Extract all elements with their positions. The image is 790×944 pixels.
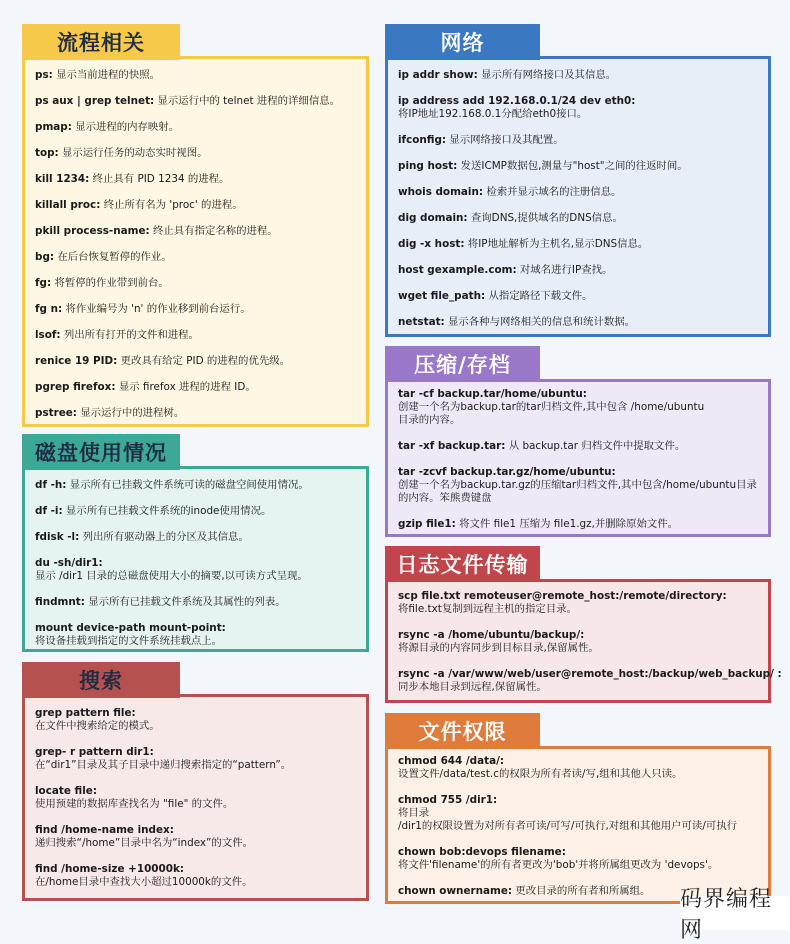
log-item: scp file.txt remoteuser@remote_host:/remote/directory: 将file.txt复制到远程主机的指定目录。 bbox=[398, 590, 727, 615]
process-item: pmap: 显示进程的内存映射。 bbox=[35, 121, 180, 133]
process-title: 流程相关 bbox=[22, 24, 180, 60]
disk-item: fdisk -l: 列出所有驱动器上的分区及其信息。 bbox=[35, 531, 249, 543]
disk-item: findmnt: 显示所有已挂载文件系统及其属性的列表。 bbox=[35, 596, 286, 608]
archive-title: 压缩/存档 bbox=[385, 346, 540, 382]
network-item: ip address add 192.168.0.1/24 dev eth0: 将IP地址192.168.0.1分配给eth0接口。 bbox=[398, 95, 636, 120]
network-item: dig domain: 查询DNS,提供域名的DNS信息。 bbox=[398, 212, 623, 224]
process-item: kill 1234: 终止具有 PID 1234 的进程。 bbox=[35, 173, 230, 185]
perm-item: chown ownername: 更改目录的所有者和所属组。 bbox=[398, 885, 651, 897]
network-item: ip addr show: 显示所有网络接口及其信息。 bbox=[398, 69, 617, 81]
network-title: 网络 bbox=[385, 24, 540, 60]
search-title: 搜索 bbox=[22, 662, 180, 698]
log-title: 日志文件传输 bbox=[385, 546, 540, 582]
perm-item: chmod 644 /data/: 设置文件/data/test.c的权限为所有者读/写,组和其他人只读。 bbox=[398, 755, 683, 780]
perm-item: chown bob:devops filename: 将文件'filename'的所有者更改为'bob'并将所属组更改为 'devops'。 bbox=[398, 846, 719, 871]
process-item: top: 显示运行任务的动态实时视图。 bbox=[35, 147, 208, 159]
network-panel bbox=[385, 56, 771, 337]
disk-item: df -h: 显示所有已挂载文件系统可读的磁盘空间使用情况。 bbox=[35, 479, 309, 491]
archive-item: tar -xf backup.tar: 从 backup.tar 归档文件中提取文件。 bbox=[398, 440, 686, 452]
network-item: whois domain: 检索并显示域名的注册信息。 bbox=[398, 186, 622, 198]
process-item: killall proc: 终止所有名为 'proc' 的进程。 bbox=[35, 199, 243, 211]
network-item: ping host: 发送ICMP数据包,测量与"host"之间的往返时间。 bbox=[398, 160, 688, 172]
network-item: host gexample.com: 对域名进行IP查找。 bbox=[398, 264, 613, 276]
disk-item: mount device-path mount-point: 将设备挂载到指定的文件系统挂载点上。 bbox=[35, 622, 226, 647]
search-item: find /home-size +10000k: 在/home目录中查找大小超过10000k的文件。 bbox=[35, 863, 253, 888]
process-item: fg n: 将作业编号为 'n' 的作业移到前台运行。 bbox=[35, 303, 251, 315]
search-item: grep pattern file: 在文件中搜索给定的模式。 bbox=[35, 707, 160, 732]
process-item: pgrep firefox: 显示 firefox 进程的进程 ID。 bbox=[35, 381, 256, 393]
search-item: locate file: 使用预建的数据库查找名为 "file" 的文件。 bbox=[35, 785, 234, 810]
archive-item: tar -zcvf backup.tar.gz/home/ubuntu: 创建一个名为backup.tar.gz的压缩tar归档文件,其中包含/home/ubuntu目录 的内容。笨熊费键盘 bbox=[398, 466, 757, 504]
search-item: find /home-name index: 递归搜索“/home”目录中名为“index”的文件。 bbox=[35, 824, 253, 849]
archive-panel bbox=[385, 379, 771, 537]
process-item: bg: 在后台恢复暂停的作业。 bbox=[35, 251, 172, 263]
perm-panel bbox=[385, 746, 771, 904]
network-item: netstat: 显示各种与网络相关的信息和统计数据。 bbox=[398, 316, 636, 328]
perm-item: chmod 755 /dir1: 将目录 /dir1的权限设置为对所有者可读/可写/可执行,对组和其他用户可读/可执行 bbox=[398, 794, 737, 832]
watermark: 码界编程网 bbox=[680, 896, 790, 930]
search-panel bbox=[22, 694, 369, 901]
log-item: rsync -a /home/ubuntu/backup/: 将源目录的内容同步到目标目录,保留属性。 bbox=[398, 629, 599, 654]
disk-item: df -i: 显示所有已挂载文件系统的inode使用情况。 bbox=[35, 505, 272, 517]
network-item: dig -x host: 将IP地址解析为主机名,显示DNS信息。 bbox=[398, 238, 649, 250]
log-item: rsync -a /var/www/web/user@remote_host:/backup/web_backup/ : 同步本地目录到远程,保留属性。 bbox=[398, 668, 782, 693]
process-item: renice 19 PID: 更改具有给定 PID 的进程的优先级。 bbox=[35, 355, 291, 367]
archive-item: tar -cf backup.tar/home/ubuntu: 创建一个名为backup.tar的tar归档文件,其中包含 /home/ubuntu 目录的内容。 bbox=[398, 388, 705, 426]
process-item: ps aux | grep telnet: 显示运行中的 telnet 进程的详细信息。 bbox=[35, 95, 340, 107]
process-item: fg: 将暂停的作业带到前台。 bbox=[35, 277, 169, 289]
perm-title: 文件权限 bbox=[385, 713, 540, 749]
network-item: wget file_path: 从指定路径下载文件。 bbox=[398, 290, 593, 302]
disk-item: du -sh/dir1: 显示 /dir1 目录的总磁盘使用大小的摘要,以可读方式呈现。 bbox=[35, 557, 308, 582]
log-panel bbox=[385, 579, 782, 703]
process-item: pstree: 显示运行中的进程树。 bbox=[35, 407, 185, 419]
disk-title: 磁盘使用情况 bbox=[22, 434, 180, 470]
process-item: lsof: 列出所有打开的文件和进程。 bbox=[35, 329, 199, 341]
process-item: pkill process-name: 终止具有指定名称的进程。 bbox=[35, 225, 278, 237]
process-item: ps: 显示当前进程的快照。 bbox=[35, 69, 160, 81]
network-item: ifconfig: 显示网络接口及其配置。 bbox=[398, 134, 564, 146]
archive-item: gzip file1: 将文件 file1 压缩为 file1.gz,并删除原始文件。 bbox=[398, 518, 679, 530]
disk-panel bbox=[22, 466, 369, 652]
process-panel bbox=[22, 56, 369, 427]
search-item: grep- r pattern dir1: 在“dir1”目录及其子目录中递归搜索指定的“pattern”。 bbox=[35, 746, 292, 771]
